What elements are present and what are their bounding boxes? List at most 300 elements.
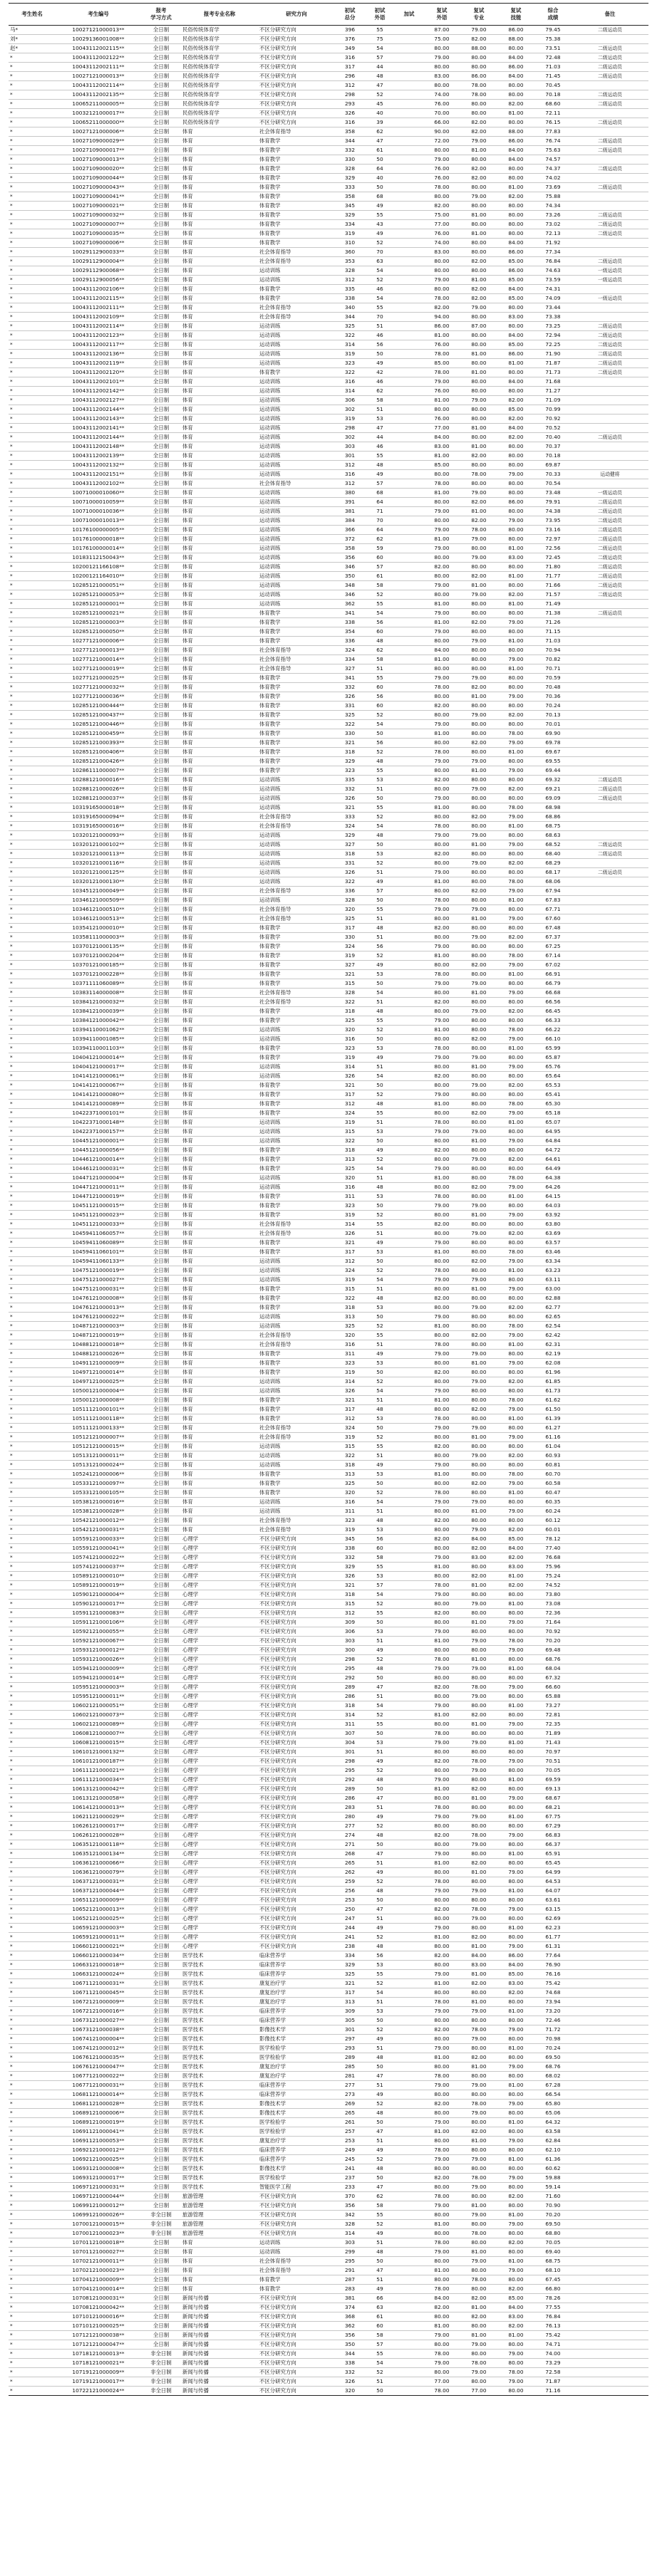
table-cell: 71.64 [534,1618,571,1627]
table-cell: 体育 [181,877,258,887]
table-cell: 80.00 [460,1748,497,1757]
table-cell: 79.00 [423,1276,460,1285]
table-cell [571,2229,648,2238]
table-cell: 79.00 [423,276,460,285]
table-cell [395,1794,423,1803]
table-cell: * [9,2016,56,2025]
table-row [9,35,648,44]
table-cell: 77.00 [423,424,460,433]
table-cell [395,859,423,868]
table-cell [395,1961,423,1970]
table-cell: 10043112002114** [56,81,141,90]
table-row [9,1951,648,1961]
table-cell [571,1840,648,1850]
table-cell: 全日制 [141,1729,181,1738]
table-row [9,516,648,526]
table-cell: 运动训练 [258,442,335,452]
table-cell: 319 [335,1053,365,1063]
table-cell: 80.00 [497,609,534,618]
table-cell: * [9,1053,56,1063]
table-cell: 80.00 [460,202,497,211]
table-cell: * [9,1757,56,1766]
table-cell: 54 [365,1590,395,1600]
table-cell: 医学技术 [181,2109,258,2118]
table-cell: 全日制 [141,1637,181,1646]
table-cell: 73.08 [534,1600,571,1609]
table-cell [395,2294,423,2303]
table-cell: * [9,2248,56,2257]
table-cell: 全日制 [141,1340,181,1350]
table-cell: 82.00 [460,1933,497,1942]
table-cell: 55 [365,600,395,609]
table-cell: 80.00 [423,1572,460,1581]
table-cell: * [9,1442,56,1451]
table-cell: 运动训练 [258,1174,335,1183]
table-cell: 81.00 [497,1266,534,1276]
table-cell: 10595121000011** [56,1692,141,1701]
table-cell: * [9,1155,56,1164]
table-cell: 全日制 [141,2285,181,2294]
table-cell: 80.00 [423,1433,460,1442]
table-cell: 全日制 [141,2340,181,2350]
table-row [9,1840,648,1850]
table-cell: 体育 [181,1322,258,1331]
table-cell: 运动训练 [258,507,335,516]
table-cell: 10277121000032** [56,683,141,692]
table-cell: 10611121000034** [56,1775,141,1785]
table-cell: 80.00 [423,1692,460,1701]
table-cell: 323 [335,1044,365,1053]
table-cell: 78.00 [423,2238,460,2248]
table-cell: 体育 [181,859,258,868]
table-cell: * [9,81,56,90]
table-cell: 46 [365,377,395,387]
table-cell: 80.00 [460,1146,497,1155]
table-cell: 体育教学 [258,933,335,942]
table-cell: 80.00 [460,2322,497,2331]
table-cell: 396 [335,26,365,35]
table-row [9,2248,648,2257]
table-cell: 51 [365,2137,395,2146]
table-cell: 10611121000021** [56,1766,141,1775]
table-cell [395,2238,423,2248]
table-cell [571,692,648,702]
table-cell: 80.00 [497,1220,534,1229]
table-cell: 10475121000027** [56,1276,141,1285]
table-cell: 体育 [181,303,258,313]
table-cell [571,2257,648,2266]
table-cell: 全日制 [141,2266,181,2275]
table-cell [395,2072,423,2081]
table-cell [395,1387,423,1396]
table-cell: 全日制 [141,424,181,433]
table-cell: 80.00 [423,1794,460,1803]
table-row [9,1090,648,1100]
table-cell: 55 [365,1563,395,1572]
table-row [9,1544,648,1553]
table-cell: * [9,248,56,257]
table-cell: 医学技术 [181,1951,258,1961]
table-cell: 67.71 [534,905,571,914]
table-row [9,127,648,137]
table-cell: 82.00 [497,414,534,424]
table-cell: 10574121000037** [56,1563,141,1572]
table-cell: 心理学 [181,1794,258,1803]
table-cell: * [9,118,56,127]
table-cell: 56 [365,1951,395,1961]
table-cell: 全日制 [141,1544,181,1553]
table-cell: 48 [365,72,395,81]
table-cell [395,2387,423,2396]
table-cell: 51 [365,1340,395,1350]
table-cell: 心理学 [181,1914,258,1924]
table-cell [395,100,423,109]
table-row [9,266,648,276]
table-cell: 81.00 [423,1174,460,1183]
table-row [9,1766,648,1775]
table-cell: 心理学 [181,1775,258,1785]
table-cell: 全日制 [141,2137,181,2146]
table-cell: 10043112002120** [56,368,141,377]
table-cell: 319 [335,1118,365,1127]
table-cell: 273 [335,2090,365,2100]
table-cell: 360 [335,248,365,257]
table-cell: * [9,1396,56,1405]
table-cell: * [9,905,56,914]
table-cell: 370 [335,2192,365,2201]
table-cell: * [9,2312,56,2322]
table-cell: 二级运动员 [571,433,648,442]
table-cell: * [9,2007,56,2016]
table-cell: * [9,165,56,174]
table-row [9,1664,648,1674]
table-cell: 73.95 [534,516,571,526]
table-cell: 80.00 [460,155,497,165]
table-cell: 64.49 [534,1164,571,1174]
table-cell: 86.00 [497,248,534,257]
table-row [9,572,648,581]
table-cell: 心理学 [181,1924,258,1933]
table-cell: 临床营养学 [258,2155,335,2164]
table-cell: 80.00 [497,979,534,989]
table-cell: 体育 [181,387,258,396]
table-cell: 80.00 [460,1488,497,1498]
table-cell: 312 [335,461,365,470]
table-cell: 80.00 [460,1026,497,1035]
table-cell: 68.60 [534,100,571,109]
table-cell: 66.91 [534,970,571,979]
table-cell: 康复治疗学 [258,1988,335,1998]
table-cell: 80.00 [497,387,534,396]
table-cell: 10610121000187** [56,1757,141,1766]
table-cell: 体育 [181,1461,258,1470]
table-cell: 317 [335,63,365,72]
table-cell: 体育教学 [258,627,335,637]
table-cell: 49 [365,202,395,211]
table-cell: 86.00 [497,350,534,359]
table-cell: 60.81 [534,1461,571,1470]
table-cell [395,887,423,896]
table-cell: 70.13 [534,711,571,720]
table-cell: 体育教学 [258,285,335,294]
table-row [9,609,648,618]
table-cell: * [9,831,56,840]
table-cell: 74.34 [534,202,571,211]
table-cell: 80.00 [497,1803,534,1813]
table-cell: 10320121000125** [56,868,141,877]
table-cell: 78.00 [423,1803,460,1813]
table-cell [571,1118,648,1127]
table-cell: 10320121000130** [56,877,141,887]
table-row [9,803,648,813]
table-cell: 80.00 [423,1618,460,1627]
table-cell: 10071000010013** [56,516,141,526]
table-cell: 心理学 [181,1766,258,1775]
table-cell: 79.00 [460,2109,497,2118]
table-cell: 49 [365,2285,395,2294]
table-cell: 体育 [181,766,258,776]
table-cell: 82.00 [460,1979,497,1988]
table-cell: 306 [335,1627,365,1637]
table-cell: 73.02 [534,220,571,229]
table-row [9,2081,648,2090]
table-cell: 303 [335,1637,365,1646]
table-cell: 79.00 [423,53,460,63]
table-cell: 体育 [181,1081,258,1090]
table-cell: 82.00 [460,2127,497,2137]
table-cell: 体育 [181,165,258,174]
table-cell: 10659121000011** [56,1933,141,1942]
table-cell: 心理学 [181,1627,258,1637]
table-cell: 10595121000003** [56,1683,141,1692]
table-cell: 277 [335,1822,365,1831]
table-cell: 52 [365,1933,395,1942]
table-cell: 82.00 [460,1331,497,1340]
table-cell: 80.00 [460,1470,497,1479]
table-cell: 运动训练 [258,1451,335,1461]
table-cell: 71.03 [534,637,571,646]
table-cell: 不区分研究方向 [258,2211,335,2220]
table-cell: 78.00 [460,2025,497,2035]
table-cell: 体育 [181,1387,258,1396]
table-cell: 全日制 [141,840,181,850]
table-cell: 心理学 [181,1590,258,1600]
table-cell: 67.29 [534,1822,571,1831]
table-cell: * [9,507,56,516]
table-cell: 全日制 [141,831,181,840]
table-cell: 79.00 [497,1683,534,1692]
table-cell: 全日制 [141,1600,181,1609]
table-cell [395,1516,423,1526]
table-cell: * [9,498,56,507]
table-cell: 65.80 [534,2100,571,2109]
table-cell: * [9,1563,56,1572]
table-cell: 80.00 [497,90,534,100]
table-cell: 48 [365,1775,395,1785]
table-cell: 体育教学 [258,2275,335,2285]
table-cell: 体育 [181,414,258,424]
table-cell: 体育 [181,2285,258,2294]
table-cell: 76.84 [534,257,571,266]
table-cell: 314 [335,1711,365,1720]
table-cell: 81.00 [497,1572,534,1581]
table-cell: 354 [335,627,365,637]
table-row [9,1424,648,1433]
table-cell: 53 [365,1414,395,1424]
table-cell: 73.51 [534,44,571,53]
table-cell: 10704121000009** [56,2275,141,2285]
table-cell: 48 [365,924,395,933]
table-cell: 72.25 [534,340,571,350]
table-cell: 76.00 [423,100,460,109]
table-cell: 79.00 [497,1905,534,1914]
table-row [9,1655,648,1664]
table-cell: 80.00 [460,1164,497,1174]
table-row [9,1118,648,1127]
table-cell: 体育 [181,887,258,896]
table-cell [395,766,423,776]
table-cell: 不区分研究方向 [258,1609,335,1618]
table-cell: 二级运动员 [571,507,648,516]
table-cell: 312 [335,1609,365,1618]
table-cell: 运动训练 [258,1313,335,1322]
table-cell: 体育 [181,961,258,970]
column-header: 复试 专业 [460,4,497,26]
table-cell: 52 [365,1155,395,1164]
table-cell: 80.00 [460,359,497,368]
table-cell: 全日制 [141,1405,181,1414]
table-cell: 全日制 [141,1192,181,1201]
table-row [9,359,648,368]
table-cell: 82.00 [423,998,460,1007]
table-cell: 259 [335,1877,365,1887]
table-cell: 80.00 [497,683,534,692]
table-cell [395,1053,423,1063]
table-cell: 运动训练 [258,405,335,414]
table-cell: 79.00 [423,2081,460,2090]
table-cell: 314 [335,387,365,396]
table-cell: 68.98 [534,803,571,813]
table-cell: 运动训练 [258,831,335,840]
table-cell: 80.00 [460,1590,497,1600]
table-cell [395,44,423,53]
table-cell: 326 [335,868,365,877]
table-cell: 55 [365,1442,395,1451]
table-cell: 80.00 [423,1331,460,1340]
table-cell [395,600,423,609]
table-cell: 47 [365,137,395,146]
table-cell: 全日制 [141,1053,181,1063]
table-cell: 10043112002123** [56,331,141,340]
table-cell: * [9,1951,56,1961]
table-cell: 51 [365,2081,395,2090]
table-cell: 356 [335,553,365,563]
table-cell: 78.00 [423,1581,460,1590]
table-cell: 体育 [181,285,258,294]
table-cell [395,127,423,137]
table-cell: 69.90 [534,729,571,739]
table-cell [571,1479,648,1488]
table-cell [571,739,648,748]
table-row [9,896,648,905]
table-cell: 体育教学 [258,766,335,776]
table-cell [395,1183,423,1192]
table-cell: * [9,803,56,813]
table-cell: 70.98 [534,2035,571,2044]
table-cell: * [9,2229,56,2238]
table-cell: 81.00 [460,914,497,924]
table-cell: 80.00 [497,489,534,498]
table-cell: * [9,1775,56,1785]
table-cell: 79.00 [497,989,534,998]
table-cell: 80.00 [460,1988,497,1998]
table-cell: 82.00 [497,396,534,405]
table-cell [395,1220,423,1229]
table-cell: 81.00 [423,2053,460,2063]
table-cell: 10476121000008** [56,1294,141,1303]
table-cell: 75.00 [423,35,460,44]
table-cell: 80.00 [423,1868,460,1877]
table-cell: * [9,1498,56,1507]
table-cell: 80.00 [423,1063,460,1072]
table-cell: 全日制 [141,452,181,461]
table-cell: 48 [365,2164,395,2174]
table-cell: 71.87 [534,359,571,368]
table-cell: 80.00 [497,1877,534,1887]
table-cell: 81.00 [497,1044,534,1053]
table-cell: 80.00 [423,1942,460,1951]
table-cell: 345 [335,1535,365,1544]
table-cell: 10285121000459** [56,729,141,739]
table-cell: 77.34 [534,248,571,257]
table-cell: 79.00 [423,2155,460,2164]
table-cell: 314 [335,1063,365,1072]
table-cell: 71.90 [534,350,571,359]
table-cell: 60 [365,2322,395,2331]
table-cell: 82.00 [423,563,460,572]
table-cell: 79.00 [423,1164,460,1174]
table-cell [395,2322,423,2331]
table-cell [395,618,423,627]
table-cell: 体育 [181,813,258,822]
table-cell: 不区分研究方向 [258,1581,335,1590]
table-cell: 82.00 [460,1257,497,1266]
table-cell: 80.00 [460,1646,497,1655]
table-cell: 79.00 [497,516,534,526]
table-cell [395,1350,423,1359]
table-cell: 体育 [181,1053,258,1063]
table-cell [571,1775,648,1785]
table-cell: 体育 [181,803,258,813]
table-cell: 体育教学 [258,368,335,377]
table-cell: 运动训练 [258,1072,335,1081]
table-cell: 体育教学 [258,692,335,702]
table-cell: * [9,452,56,461]
table-cell: 333 [335,183,365,192]
table-cell: 74.31 [534,285,571,294]
table-cell: 全日制 [141,683,181,692]
table-cell: 77.55 [534,2303,571,2312]
table-cell: * [9,563,56,572]
table-cell: * [9,1192,56,1201]
table-cell [571,711,648,720]
table-cell: 72.81 [534,1711,571,1720]
table-cell: 80.00 [497,1090,534,1100]
table-cell: 80.00 [423,1674,460,1683]
table-cell: 317 [335,1090,365,1100]
table-cell [571,1803,648,1813]
table-cell: 10027109000021** [56,202,141,211]
